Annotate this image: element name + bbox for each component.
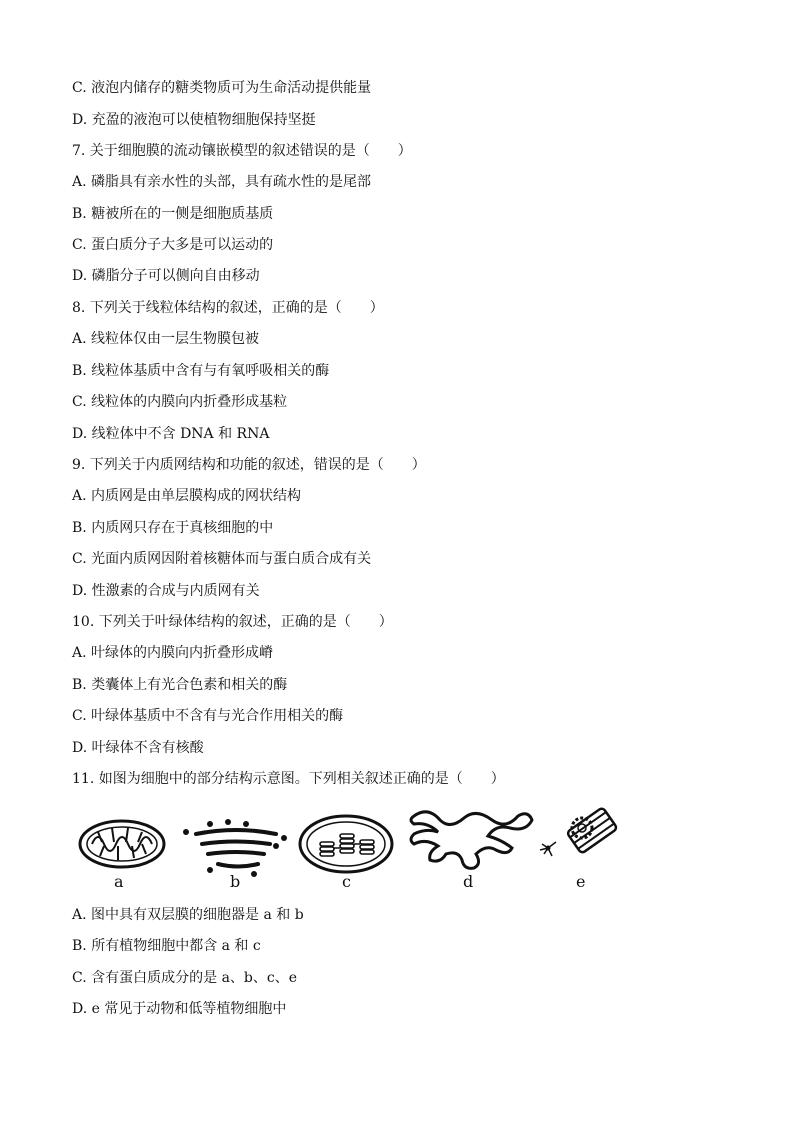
question-9: 9. 下列关于内质网结构和功能的叙述，错误的是（ ） [72, 457, 426, 473]
endoplasmic-reticulum-icon [411, 812, 532, 869]
figure-label-e: e [576, 872, 586, 891]
figure-label-d: d [463, 872, 474, 891]
figure-label-a: a [114, 872, 124, 891]
q8-option-c: C. 线粒体的内膜向内折叠形成基粒 [72, 394, 288, 410]
q9-option-d: D. 性激素的合成与内质网有关 [72, 583, 260, 599]
q11-option-c: C. 含有蛋白质成分的是 a、b、c、e [72, 970, 297, 986]
q8-option-d: D. 线粒体中不含 DNA 和 RNA [72, 426, 270, 442]
centriole-icon [540, 807, 618, 856]
q8-option-a: A. 线粒体仅由一层生物膜包被 [72, 331, 260, 347]
mitochondrion-icon [80, 821, 164, 867]
q9-option-b: B. 内质网只存在于真核细胞的中 [72, 520, 274, 536]
q7-option-a: A. 磷脂具有亲水性的头部，具有疏水性的是尾部 [72, 174, 372, 190]
question-11: 11. 如图为细胞中的部分结构示意图。下列相关叙述正确的是（ ） [72, 771, 505, 787]
q7-option-b: B. 糖被所在的一侧是细胞质基质 [72, 206, 274, 222]
figure-label-c: c [342, 872, 351, 891]
option-d-vacuole: D. 充盈的液泡可以使植物细胞保持坚挺 [72, 112, 316, 128]
question-10: 10. 下列关于叶绿体结构的叙述，正确的是（ ） [72, 614, 393, 630]
question-7: 7. 关于细胞膜的流动镶嵌模型的叙述错误的是（ ） [72, 143, 412, 159]
q11-option-d: D. e 常见于动物和低等植物细胞中 [72, 1001, 287, 1017]
question-8: 8. 下列关于线粒体结构的叙述，正确的是（ ） [72, 300, 384, 316]
q11-option-a: A. 图中具有双层膜的细胞器是 a 和 b [72, 907, 304, 923]
q8-option-b: B. 线粒体基质中含有与有氧呼吸相关的酶 [72, 363, 330, 379]
q7-option-c: C. 蛋白质分子大多是可以运动的 [72, 237, 274, 253]
q10-option-d: D. 叶绿体不含有核酸 [72, 740, 204, 756]
q7-option-d: D. 磷脂分子可以侧向自由移动 [72, 268, 260, 284]
q10-option-a: A. 叶绿体的内膜向内折叠形成嵴 [72, 645, 274, 661]
chloroplast-icon [300, 816, 392, 872]
q10-option-b: B. 类囊体上有光合色素和相关的酶 [72, 677, 288, 693]
q9-option-a: A. 内质网是由单层膜构成的网状结构 [72, 488, 302, 504]
figure-label-b: b [230, 872, 241, 891]
golgi-ribosome-icon [183, 819, 287, 877]
q9-option-c: C. 光面内质网因附着核糖体而与蛋白质合成有关 [72, 551, 372, 567]
q10-option-c: C. 叶绿体基质中不含有与光合作用相关的酶 [72, 708, 344, 724]
option-c-vacuole: C. 液泡内储存的糖类物质可为生命活动提供能量 [72, 80, 372, 96]
q11-option-b: B. 所有植物细胞中都含 a 和 c [72, 938, 261, 954]
